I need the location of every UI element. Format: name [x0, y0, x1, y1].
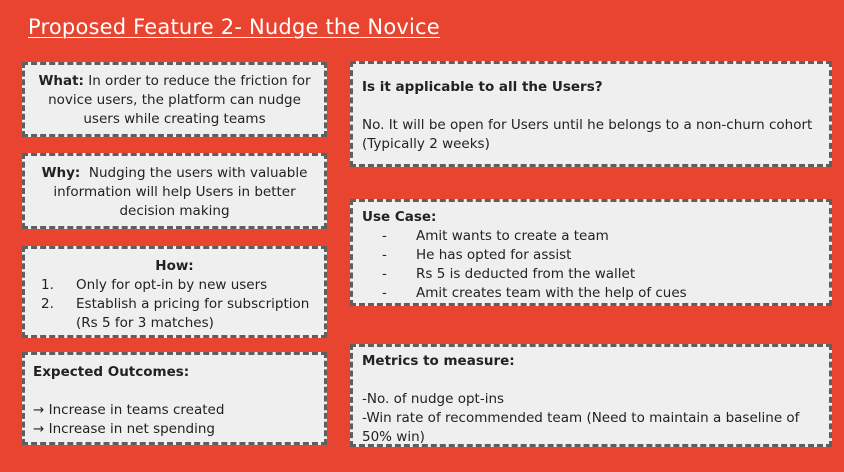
metrics-line-2: -Win rate of recommended team (Need to maintain a baseline of — [362, 410, 800, 426]
use-case-item — [378, 284, 823, 303]
metrics-line-1: -No. of nudge opt-ins — [362, 391, 505, 407]
applicability-heading: Is it applicable to all the Users? — [362, 79, 603, 95]
how-marker: 2. — [41, 296, 54, 312]
what-line-2: novice users, the platform can nudge — [48, 92, 301, 108]
bullet-dash: - — [382, 266, 387, 282]
use-case-text: Amit creates team with the help of cues — [416, 285, 687, 301]
how-marker — [39, 314, 76, 333]
use-case-text: He has opted for assist — [416, 247, 572, 263]
use-case-text: Rs 5 is deducted from the wallet — [416, 266, 636, 282]
metrics-heading: Metrics to measure: — [362, 353, 515, 369]
what-line-3: users while creating teams — [83, 111, 266, 127]
why-line-3: decision making — [119, 203, 230, 219]
what-line-1 — [31, 72, 318, 91]
why-card — [22, 153, 327, 229]
use-case-item — [378, 246, 823, 265]
how-marker: 1. — [41, 277, 54, 293]
slide-title: Proposed Feature 2- Nudge the Novice — [28, 15, 440, 39]
how-item — [39, 276, 318, 295]
use-case-heading: Use Case: — [362, 209, 437, 225]
bullet-dash: - — [382, 285, 387, 301]
why-line-2: information will help Users in better — [53, 184, 296, 200]
how-item — [39, 295, 318, 314]
bullet-dash: - — [382, 247, 387, 263]
what-text-1: In order to reduce the friction for — [83, 73, 311, 89]
how-text: Only for opt-in by new users — [76, 277, 268, 293]
applicability-line-1: No. It will be open for Users until he belongs to a non-churn cohort — [362, 117, 813, 133]
outcome-item: → Increase in net spending — [33, 421, 215, 437]
how-card — [22, 246, 327, 338]
how-text: (Rs 5 for 3 matches) — [76, 315, 214, 331]
outcomes-heading: Expected Outcomes: — [33, 364, 190, 380]
how-item — [39, 314, 318, 333]
outcomes-card — [22, 352, 327, 445]
metrics-card — [350, 344, 832, 447]
metrics-line-3: 50% win) — [362, 429, 425, 445]
use-case-text: Amit wants to create a team — [416, 228, 609, 244]
what-card — [22, 62, 327, 137]
use-case-item — [378, 265, 823, 284]
how-list — [39, 276, 318, 333]
use-case-item — [378, 227, 823, 246]
why-text-1: Nudging the users with valuable — [80, 165, 308, 181]
how-heading: How: — [155, 258, 194, 274]
applicability-card — [350, 61, 832, 167]
why-line-1 — [31, 164, 318, 183]
applicability-line-2: (Typically 2 weeks) — [362, 136, 490, 152]
why-label: Why: — [41, 165, 81, 181]
what-label: What: — [38, 73, 84, 89]
bullet-dash: - — [382, 228, 387, 244]
use-case-card — [350, 199, 832, 306]
how-text: Establish a pricing for subscription — [76, 296, 310, 312]
use-case-list — [362, 227, 823, 303]
outcome-item: → Increase in teams created — [33, 402, 225, 418]
